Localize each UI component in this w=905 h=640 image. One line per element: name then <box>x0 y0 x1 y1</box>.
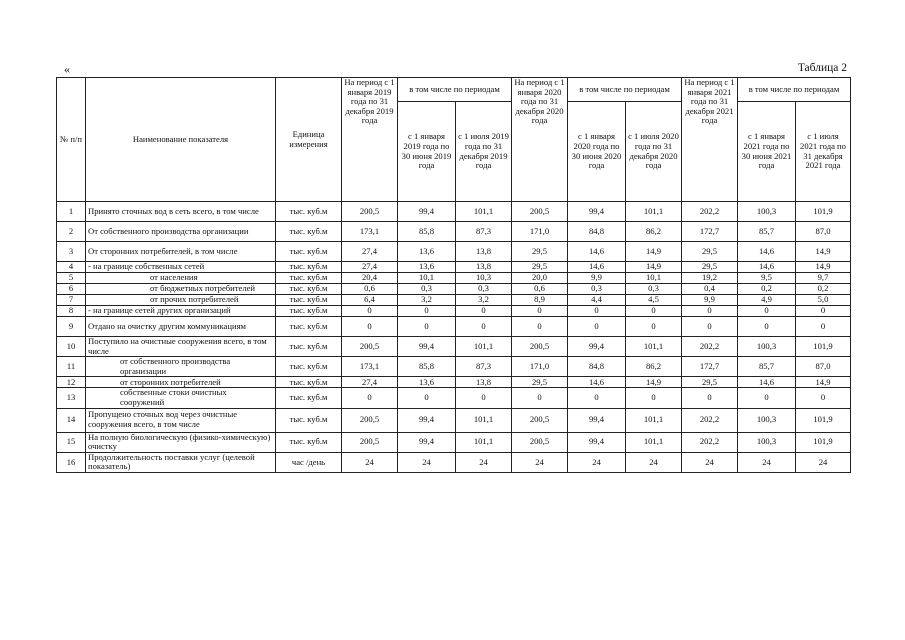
row-name: Поступило на очистные сооружения всего, в том числе <box>86 337 276 357</box>
row-value: 0 <box>626 317 682 337</box>
row-value: 14,6 <box>568 377 626 388</box>
row-value: 13,6 <box>398 262 456 273</box>
row-value: 0 <box>456 317 512 337</box>
row-value: 9,5 <box>738 273 796 284</box>
row-value: 200,5 <box>512 202 568 222</box>
row-value: 171,0 <box>512 222 568 242</box>
row-value: 0 <box>568 306 626 317</box>
row-value: 24 <box>568 452 626 472</box>
table-row <box>57 273 851 284</box>
row-value: 14,9 <box>626 242 682 262</box>
row-value: 99,4 <box>398 432 456 452</box>
row-unit: тыс. куб.м <box>276 222 342 242</box>
row-value: 0 <box>512 388 568 408</box>
row-value: 85,7 <box>738 222 796 242</box>
row-value: 27,4 <box>342 262 398 273</box>
row-value: 87,3 <box>456 357 512 377</box>
row-name: Принято сточных вод в сеть всего, в том числе <box>86 202 276 222</box>
table-row <box>57 284 851 295</box>
row-number: 4 <box>57 262 86 273</box>
row-number: 6 <box>57 284 86 295</box>
row-value: 0 <box>512 306 568 317</box>
row-name: Продолжительность поставки услуг (целевой показатель) <box>86 452 276 472</box>
row-value: 14,6 <box>738 377 796 388</box>
row-value: 29,5 <box>512 242 568 262</box>
row-number: 9 <box>57 317 86 337</box>
row-value: 87,0 <box>796 222 851 242</box>
table-row <box>57 222 851 242</box>
row-value: 101,1 <box>456 432 512 452</box>
row-value: 27,4 <box>342 242 398 262</box>
row-value: 86,2 <box>626 222 682 242</box>
row-value: 13,8 <box>456 377 512 388</box>
row-value: 101,9 <box>796 202 851 222</box>
row-value: 24 <box>626 452 682 472</box>
row-unit: тыс. куб.м <box>276 408 342 432</box>
row-value: 202,2 <box>682 408 738 432</box>
row-name: От собственного производства организации <box>86 222 276 242</box>
row-value: 0 <box>512 317 568 337</box>
table-row <box>57 306 851 317</box>
row-name: от собственного производства организации <box>86 357 276 377</box>
row-value: 0 <box>398 306 456 317</box>
row-name: Пропущено сточных вод через очистные сооружения всего, в том числе <box>86 408 276 432</box>
row-value: 0 <box>796 306 851 317</box>
header-period-2019: На период с 1 января 2019 года по 31 декабря 2019 года <box>342 78 398 202</box>
row-unit: тыс. куб.м <box>276 202 342 222</box>
row-value: 0 <box>342 317 398 337</box>
row-value: 101,1 <box>626 202 682 222</box>
row-value: 86,2 <box>626 357 682 377</box>
row-unit: тыс. куб.м <box>276 377 342 388</box>
table-row <box>57 202 851 222</box>
row-value: 0 <box>682 317 738 337</box>
row-value: 10,1 <box>626 273 682 284</box>
table-row <box>57 242 851 262</box>
row-unit: тыс. куб.м <box>276 317 342 337</box>
row-number: 10 <box>57 337 86 357</box>
header-h2-2021: с 1 июля 2021 года по 31 декабря 2021 года <box>796 102 851 202</box>
row-number: 8 <box>57 306 86 317</box>
row-value: 14,9 <box>796 377 851 388</box>
row-value: 200,5 <box>342 202 398 222</box>
table-row <box>57 388 851 408</box>
row-value: 0 <box>398 388 456 408</box>
row-value: 85,8 <box>398 357 456 377</box>
row-value: 0 <box>738 317 796 337</box>
row-value: 101,1 <box>626 432 682 452</box>
row-value: 13,6 <box>398 377 456 388</box>
row-value: 9,7 <box>796 273 851 284</box>
row-name: - на границе собственных сетей <box>86 262 276 273</box>
row-value: 0,2 <box>738 284 796 295</box>
row-value: 99,4 <box>398 337 456 357</box>
row-value: 29,5 <box>682 377 738 388</box>
row-value: 0 <box>796 388 851 408</box>
row-value: 0,3 <box>568 284 626 295</box>
row-unit: час /день <box>276 452 342 472</box>
data-table <box>56 77 851 473</box>
row-value: 24 <box>796 452 851 472</box>
row-value: 14,9 <box>796 262 851 273</box>
row-value: 29,5 <box>512 262 568 273</box>
row-value: 19,2 <box>682 273 738 284</box>
header-incl-2019: в том числе по периодам <box>398 78 512 102</box>
row-unit: тыс. куб.м <box>276 295 342 306</box>
row-value: 0 <box>626 388 682 408</box>
row-value: 0 <box>682 388 738 408</box>
table-row <box>57 432 851 452</box>
row-value: 0 <box>738 388 796 408</box>
row-value: 14,6 <box>738 242 796 262</box>
row-value: 27,4 <box>342 377 398 388</box>
row-value: 84,8 <box>568 222 626 242</box>
row-number: 3 <box>57 242 86 262</box>
row-value: 29,5 <box>682 262 738 273</box>
row-value: 85,7 <box>738 357 796 377</box>
row-value: 85,8 <box>398 222 456 242</box>
row-value: 14,9 <box>796 242 851 262</box>
header-h2-2019: с 1 июля 2019 года по 31 декабря 2019 года <box>456 102 512 202</box>
row-name: от сторонних потребителей <box>86 377 276 388</box>
row-value: 202,2 <box>682 202 738 222</box>
row-value: 0 <box>456 306 512 317</box>
row-value: 0 <box>342 388 398 408</box>
row-value: 101,9 <box>796 432 851 452</box>
row-name: Отдано на очистку другим коммуникациям <box>86 317 276 337</box>
row-value: 14,6 <box>568 242 626 262</box>
row-value: 10,1 <box>398 273 456 284</box>
row-value: 99,4 <box>568 408 626 432</box>
table-row <box>57 317 851 337</box>
table-title: Таблица 2 <box>797 62 847 74</box>
row-value: 202,2 <box>682 337 738 357</box>
row-value: 0 <box>796 317 851 337</box>
row-value: 24 <box>456 452 512 472</box>
row-value: 100,3 <box>738 337 796 357</box>
row-value: 0,3 <box>398 284 456 295</box>
row-value: 4,4 <box>568 295 626 306</box>
row-value: 4,9 <box>738 295 796 306</box>
header-period-2020: На период с 1 января 2020 года по 31 декабря 2020 года <box>512 78 568 202</box>
row-number: 11 <box>57 357 86 377</box>
row-value: 101,1 <box>456 337 512 357</box>
row-value: 87,0 <box>796 357 851 377</box>
row-value: 9,9 <box>568 273 626 284</box>
row-value: 0 <box>568 317 626 337</box>
row-value: 200,5 <box>342 408 398 432</box>
row-value: 101,9 <box>796 408 851 432</box>
row-value: 24 <box>342 452 398 472</box>
row-value: 0,3 <box>456 284 512 295</box>
row-number: 13 <box>57 388 86 408</box>
row-value: 9,9 <box>682 295 738 306</box>
row-number: 16 <box>57 452 86 472</box>
row-unit: тыс. куб.м <box>276 284 342 295</box>
row-value: 13,8 <box>456 242 512 262</box>
row-number: 12 <box>57 377 86 388</box>
row-value: 24 <box>682 452 738 472</box>
row-value: 0 <box>682 306 738 317</box>
row-unit: тыс. куб.м <box>276 388 342 408</box>
row-value: 6,4 <box>342 295 398 306</box>
row-value: 0,6 <box>342 284 398 295</box>
opening-quote-mark: « <box>64 62 70 76</box>
row-value: 14,6 <box>738 262 796 273</box>
row-value: 24 <box>398 452 456 472</box>
row-value: 14,9 <box>626 262 682 273</box>
row-name: На полную биологическую (физико-химическую) очистку <box>86 432 276 452</box>
row-value: 0 <box>398 317 456 337</box>
row-name: собственные стоки очистных сооружений <box>86 388 276 408</box>
row-unit: тыс. куб.м <box>276 262 342 273</box>
row-value: 13,6 <box>398 242 456 262</box>
row-value: 99,4 <box>398 202 456 222</box>
row-value: 200,5 <box>342 432 398 452</box>
header-h1-2019: с 1 января 2019 года по 30 июня 2019 года <box>398 102 456 202</box>
row-value: 99,4 <box>568 432 626 452</box>
row-value: 100,3 <box>738 432 796 452</box>
row-value: 172,7 <box>682 357 738 377</box>
row-value: 100,3 <box>738 408 796 432</box>
row-value: 87,3 <box>456 222 512 242</box>
row-value: 101,9 <box>796 337 851 357</box>
row-value: 0 <box>456 388 512 408</box>
row-value: 24 <box>738 452 796 472</box>
row-value: 8,9 <box>512 295 568 306</box>
table-row <box>57 337 851 357</box>
header-incl-2021: в том числе по периодам <box>738 78 851 102</box>
row-value: 101,1 <box>456 202 512 222</box>
row-value: 101,1 <box>626 337 682 357</box>
row-value: 0 <box>342 306 398 317</box>
row-value: 5,0 <box>796 295 851 306</box>
header-h2-2020: с 1 июля 2020 года по 31 декабря 2020 года <box>626 102 682 202</box>
table-row <box>57 408 851 432</box>
header-name: Наименование показателя <box>86 78 276 202</box>
row-name: от бюджетных потребителей <box>86 284 276 295</box>
table-row <box>57 295 851 306</box>
header-incl-2020: в том числе по периодам <box>568 78 682 102</box>
row-number: 2 <box>57 222 86 242</box>
row-unit: тыс. куб.м <box>276 337 342 357</box>
row-unit: тыс. куб.м <box>276 273 342 284</box>
row-unit: тыс. куб.м <box>276 432 342 452</box>
row-value: 99,4 <box>568 337 626 357</box>
row-value: 4,5 <box>626 295 682 306</box>
row-value: 200,5 <box>512 408 568 432</box>
row-value: 173,1 <box>342 222 398 242</box>
row-value: 29,5 <box>512 377 568 388</box>
table-row <box>57 357 851 377</box>
header-unit: Единица измерения <box>276 78 342 202</box>
row-value: 200,5 <box>512 337 568 357</box>
row-unit: тыс. куб.м <box>276 306 342 317</box>
row-value: 202,2 <box>682 432 738 452</box>
table-row <box>57 377 851 388</box>
row-number: 15 <box>57 432 86 452</box>
row-value: 200,5 <box>512 432 568 452</box>
row-name: от населения <box>86 273 276 284</box>
header-h1-2020: с 1 января 2020 года по 30 июня 2020 года <box>568 102 626 202</box>
row-value: 0 <box>568 388 626 408</box>
row-value: 29,5 <box>682 242 738 262</box>
row-value: 99,4 <box>568 202 626 222</box>
header-period-2021: На период с 1 января 2021 года по 31 декабря 2021 года <box>682 78 738 202</box>
row-value: 200,5 <box>342 337 398 357</box>
row-value: 0 <box>738 306 796 317</box>
row-value: 14,9 <box>626 377 682 388</box>
header-num: № п/п <box>57 78 86 202</box>
row-value: 0 <box>626 306 682 317</box>
row-value: 14,6 <box>568 262 626 273</box>
row-value: 172,7 <box>682 222 738 242</box>
row-value: 0,3 <box>626 284 682 295</box>
row-value: 101,1 <box>626 408 682 432</box>
row-value: 10,3 <box>456 273 512 284</box>
row-number: 14 <box>57 408 86 432</box>
row-value: 101,1 <box>456 408 512 432</box>
row-unit: тыс. куб.м <box>276 242 342 262</box>
row-value: 3,2 <box>398 295 456 306</box>
row-value: 24 <box>512 452 568 472</box>
row-value: 0,2 <box>796 284 851 295</box>
row-number: 5 <box>57 273 86 284</box>
table-row <box>57 262 851 273</box>
header-h1-2021: с 1 января 2021 года по 30 июня 2021 года <box>738 102 796 202</box>
row-value: 100,3 <box>738 202 796 222</box>
row-value: 173,1 <box>342 357 398 377</box>
row-value: 3,2 <box>456 295 512 306</box>
row-value: 13,8 <box>456 262 512 273</box>
row-name: От сторонних потребителей, в том числе <box>86 242 276 262</box>
row-value: 0,4 <box>682 284 738 295</box>
row-value: 171,0 <box>512 357 568 377</box>
row-number: 1 <box>57 202 86 222</box>
row-value: 20,0 <box>512 273 568 284</box>
row-value: 84,8 <box>568 357 626 377</box>
row-value: 99,4 <box>398 408 456 432</box>
row-name: - на границе сетей других организаций <box>86 306 276 317</box>
table-row <box>57 452 851 472</box>
row-number: 7 <box>57 295 86 306</box>
row-value: 20,4 <box>342 273 398 284</box>
row-name: от прочих потребителей <box>86 295 276 306</box>
row-unit: тыс. куб.м <box>276 357 342 377</box>
row-value: 0,6 <box>512 284 568 295</box>
